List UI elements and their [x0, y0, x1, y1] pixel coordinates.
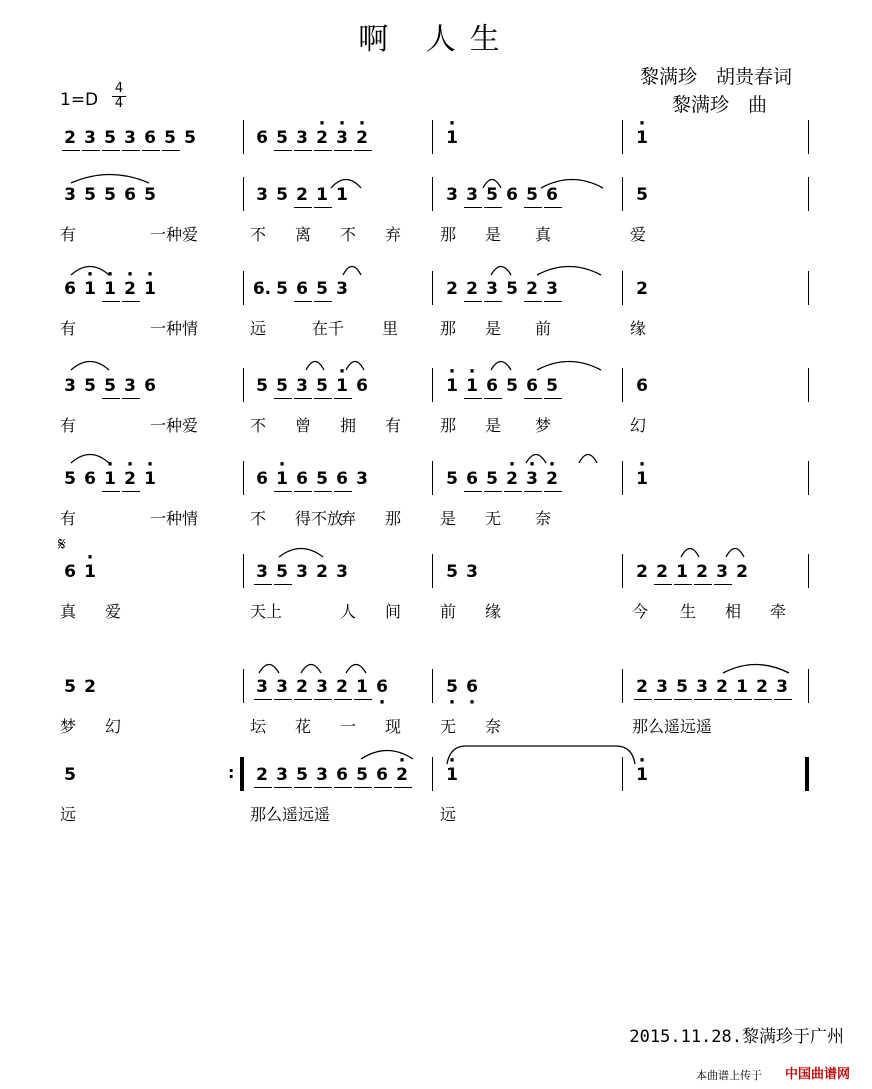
note: 5 — [312, 279, 332, 299]
song-title: 啊 人生 — [358, 22, 514, 57]
note: 5 — [312, 376, 332, 396]
note: 1 — [732, 677, 752, 697]
note: · 1 — [632, 128, 652, 148]
note: · 1 — [140, 469, 160, 489]
note: 3 — [252, 677, 272, 697]
slur-arc — [482, 175, 502, 189]
measure — [442, 765, 564, 799]
slur-arc — [540, 175, 604, 189]
note: · 2 — [312, 128, 332, 148]
note: 5 — [352, 765, 372, 785]
lyric-syllable: 幻 — [105, 717, 122, 736]
barline — [432, 669, 433, 703]
barline — [622, 120, 623, 154]
note: 3 — [652, 677, 672, 697]
measure — [442, 469, 562, 503]
note: 2 — [692, 562, 712, 582]
barline — [432, 271, 433, 305]
note: 1 — [672, 562, 692, 582]
note: 5 — [482, 185, 502, 205]
slur-arc — [278, 544, 324, 558]
note: 2 — [752, 677, 772, 697]
footer-date-note: 2015.11.28.黎满珍于广州 — [629, 1027, 844, 1047]
lyric-syllable: 是 — [485, 225, 502, 244]
note: 2 — [292, 185, 312, 205]
note: 2 — [522, 279, 542, 299]
lyric-syllable: 现 — [385, 717, 402, 736]
note: · 2 — [120, 279, 140, 299]
lyric-syllable: 那 — [440, 319, 457, 338]
note: 2 — [60, 128, 80, 148]
note: 6 — [292, 279, 312, 299]
barline — [808, 669, 809, 703]
measure — [632, 677, 792, 711]
note: · 1 — [140, 279, 160, 299]
barline — [808, 177, 809, 211]
measure — [632, 128, 754, 162]
slur-arc — [330, 175, 362, 189]
note: 3 — [312, 765, 332, 785]
note: 6 — [144, 376, 156, 396]
measure — [632, 765, 754, 799]
note: · 6 — [462, 677, 482, 697]
note: 5 — [272, 128, 292, 148]
note: · 2 — [392, 765, 412, 785]
lyric-syllable: 有 — [60, 319, 77, 338]
measure — [60, 765, 182, 799]
ending-slur — [446, 744, 636, 766]
slur-arc — [360, 746, 414, 760]
note: · 1 — [442, 376, 462, 396]
note: 3 — [292, 376, 312, 396]
note: 3 — [256, 185, 268, 205]
barline — [622, 461, 623, 495]
note: 3 — [64, 376, 76, 396]
lyric-syllable: 在千 — [312, 319, 345, 338]
note: 5 — [100, 128, 120, 148]
barline — [243, 177, 244, 211]
note: 1 — [352, 677, 372, 697]
note: 5 — [522, 185, 542, 205]
lyric-syllable: 今 — [632, 602, 649, 621]
measure — [632, 562, 752, 596]
lyric-syllable: 那 — [440, 416, 457, 435]
lyric-syllable: 那 — [440, 225, 457, 244]
barline — [243, 368, 244, 402]
lyric-syllable: 奈 — [485, 717, 502, 736]
lyric-syllable: 梦 — [60, 717, 77, 736]
lyric-syllable: 里 — [382, 319, 399, 338]
barline — [622, 177, 623, 211]
barline — [243, 669, 244, 703]
note: 6 — [506, 185, 518, 205]
lyric-syllable: 一种情 — [150, 509, 199, 528]
lyric-syllable: 间 — [385, 602, 402, 621]
lyric-syllable: 不 — [250, 416, 267, 435]
slur-arc — [70, 450, 110, 464]
measure — [60, 185, 160, 219]
lyric-syllable: 是 — [440, 509, 457, 528]
lyric-syllable: 得不放 — [295, 509, 344, 528]
barline — [622, 554, 623, 588]
slur-arc — [490, 357, 512, 371]
note: 3 — [712, 562, 732, 582]
lyric-syllable: 远 — [250, 319, 267, 338]
note: 5 — [506, 279, 518, 299]
key-signature: 1=D — [60, 90, 99, 110]
lyric-syllable: 无 — [485, 509, 502, 528]
slur-arc — [70, 170, 150, 184]
slur-arc — [722, 660, 790, 674]
note: 5 — [84, 185, 96, 205]
time-signature-top: 4 — [114, 81, 124, 96]
note: · 1 — [80, 562, 100, 582]
note: 3 — [692, 677, 712, 697]
footer-upload-note: 本曲谱上传于 — [696, 1069, 762, 1082]
repeat-dots: : — [228, 763, 235, 782]
note: 5 — [506, 376, 518, 396]
lyric-syllable: 有 — [385, 416, 402, 435]
lyric-syllable: 有 — [60, 225, 77, 244]
note: 6 — [542, 185, 562, 205]
note: 5 — [100, 376, 120, 396]
repeat-barline — [240, 757, 243, 791]
note: 2 — [712, 677, 732, 697]
note: 2 — [632, 677, 652, 697]
measure — [442, 562, 550, 596]
barline — [432, 757, 433, 791]
slur-arc — [342, 262, 362, 276]
lyric-syllable: 一种情 — [150, 319, 199, 338]
barline — [808, 120, 809, 154]
slur-arc — [70, 357, 110, 371]
measure — [632, 469, 754, 503]
barline — [622, 669, 623, 703]
note: 6 — [356, 376, 368, 396]
note: 6 — [462, 469, 482, 489]
lyric-syllable: 远 — [60, 805, 77, 824]
note: 3 — [64, 185, 76, 205]
note: 2 — [736, 562, 748, 582]
barline — [808, 757, 809, 791]
measure — [252, 677, 392, 711]
measure — [632, 185, 754, 219]
note: 3 — [462, 185, 482, 205]
note: 5 — [446, 562, 458, 582]
note: 2 — [252, 765, 272, 785]
measure — [442, 128, 564, 162]
barline — [432, 461, 433, 495]
note: 3 — [542, 279, 562, 299]
note: 5 — [104, 185, 116, 205]
lyric-syllable: 那么遥远遥 — [632, 717, 713, 736]
lyric-syllable: 生 — [680, 602, 697, 621]
note: 6 — [332, 765, 352, 785]
barline — [243, 271, 244, 305]
composer-credit: 黎满珍 曲 — [672, 94, 768, 116]
slur-arc — [258, 660, 280, 674]
measure — [252, 185, 352, 219]
note: 6 — [84, 469, 96, 489]
lyric-syllable: 不 — [340, 225, 357, 244]
lyric-syllable: 无 — [440, 717, 457, 736]
note: 2 — [652, 562, 672, 582]
note: 5 — [292, 765, 312, 785]
lyric-syllable: 那么遥远遥 — [250, 805, 331, 824]
measure — [252, 376, 372, 410]
lyric-syllable: 一种爱 — [150, 225, 199, 244]
note: 2 — [84, 677, 96, 697]
barline — [808, 461, 809, 495]
barline — [808, 368, 809, 402]
measure — [442, 677, 550, 711]
time-signature-bottom: 4 — [112, 96, 126, 111]
note: · 6 — [372, 677, 392, 697]
lyric-syllable: 缘 — [485, 602, 502, 621]
lyric-syllable: 不 — [250, 225, 267, 244]
lyric-syllable: 牵 — [770, 602, 787, 621]
note: 6 — [140, 128, 160, 148]
note: 6 — [332, 469, 352, 489]
slur-arc — [490, 262, 512, 276]
barline — [243, 120, 244, 154]
note: · 2 — [120, 469, 140, 489]
site-logo: 中国曲谱网 — [784, 1067, 850, 1082]
note: 2 — [332, 677, 352, 697]
measure — [442, 376, 562, 410]
note: 2 — [462, 279, 482, 299]
measure — [252, 765, 412, 799]
lyric-syllable: 离 — [295, 225, 312, 244]
lyric-syllable: 爱 — [105, 602, 122, 621]
lyric-syllable: 坛 — [250, 717, 267, 736]
note: 2 — [292, 677, 312, 697]
barline — [808, 554, 809, 588]
note: 5 — [64, 469, 76, 489]
lyric-syllable: 真 — [60, 602, 77, 621]
lyric-syllable: 一种爱 — [150, 416, 199, 435]
lyric-syllable: 真 — [535, 225, 552, 244]
note: 6 — [636, 376, 648, 396]
lyric-syllable: 一 — [340, 717, 357, 736]
measure — [60, 562, 168, 596]
note: 5 — [672, 677, 692, 697]
note: 3 — [772, 677, 792, 697]
barline — [432, 177, 433, 211]
note: 3 — [252, 562, 272, 582]
lyric-syllable: 天上 — [250, 602, 283, 621]
barline — [432, 368, 433, 402]
measure — [60, 376, 160, 410]
measure — [252, 469, 372, 503]
barline — [243, 554, 244, 588]
note: 3 — [272, 765, 292, 785]
note: 3 — [120, 376, 140, 396]
measure — [632, 279, 754, 313]
note: 5 — [64, 765, 76, 785]
note: 1 — [336, 185, 348, 205]
note: · 1 — [332, 376, 352, 396]
lyric-syllable: 花 — [295, 717, 312, 736]
note: 5 — [312, 469, 332, 489]
slur-arc — [345, 660, 367, 674]
measure — [252, 128, 372, 162]
note: 3 — [80, 128, 100, 148]
note: 5 — [84, 376, 96, 396]
note: · 1 — [632, 469, 652, 489]
note: 3 — [120, 128, 140, 148]
note: 3 — [446, 185, 458, 205]
slur-arc — [70, 262, 110, 276]
note: 5 — [272, 562, 292, 582]
note: 5 — [482, 469, 502, 489]
note: 5 — [160, 128, 180, 148]
note: · 1 — [632, 765, 652, 785]
time-signature — [112, 82, 126, 111]
lyric-syllable: 幻 — [630, 416, 647, 435]
note: 6 — [64, 562, 76, 582]
note: 6 — [482, 376, 502, 396]
lyric-syllable: 弃 — [340, 509, 357, 528]
note: · 2 — [542, 469, 562, 489]
note: 5 — [184, 128, 196, 148]
note: 5 — [446, 469, 458, 489]
lyric-syllable: 奈 — [535, 509, 552, 528]
final-barline — [805, 757, 808, 791]
note: 6 — [64, 279, 76, 299]
lyric-syllable: 有 — [60, 416, 77, 435]
note: 6 — [256, 469, 268, 489]
note: 5 — [256, 376, 268, 396]
note: 2 — [316, 562, 328, 582]
note: · 1 — [442, 765, 462, 785]
barline — [622, 368, 623, 402]
note: 6 — [292, 469, 312, 489]
note: 6 — [522, 376, 542, 396]
note: 6 — [124, 185, 136, 205]
note: 1 — [312, 185, 332, 205]
barline — [622, 271, 623, 305]
lyricist-credit: 黎满珍 胡贵春词 — [640, 66, 793, 88]
note: 2 — [636, 562, 648, 582]
note: 5 — [272, 376, 292, 396]
measure — [60, 128, 200, 162]
lyric-syllable: 远 — [440, 805, 457, 824]
lyric-syllable: 前 — [535, 319, 552, 338]
slur-arc — [725, 544, 745, 558]
note: 3 — [292, 128, 312, 148]
measure — [60, 469, 160, 503]
measure — [442, 279, 562, 313]
note: · 1 — [100, 469, 120, 489]
note: · 2 — [352, 128, 372, 148]
note: · 5 — [442, 677, 462, 697]
note: 5 — [144, 185, 156, 205]
barline — [243, 757, 244, 791]
slur-arc — [578, 450, 598, 464]
measure — [632, 376, 754, 410]
lyric-syllable: 那 — [385, 509, 402, 528]
lyric-syllable: 梦 — [535, 416, 552, 435]
lyric-syllable: 曾 — [295, 416, 312, 435]
barline — [808, 271, 809, 305]
note: 6 — [256, 128, 268, 148]
note: · 2 — [502, 469, 522, 489]
note: 3 — [296, 562, 308, 582]
note: · 1 — [100, 279, 120, 299]
note: 6 — [372, 765, 392, 785]
slur-arc — [680, 544, 700, 558]
lyric-syllable: 弃 — [385, 225, 402, 244]
lyric-syllable: 拥 — [340, 416, 357, 435]
note: 3 — [272, 677, 292, 697]
note: 5 — [276, 279, 288, 299]
lyric-syllable: 是 — [485, 319, 502, 338]
note: · 1 — [462, 376, 482, 396]
lyric-syllable: 有 — [60, 509, 77, 528]
note: 3 — [482, 279, 502, 299]
barline — [432, 554, 433, 588]
note: 6. — [252, 279, 272, 299]
note: 5 — [636, 185, 648, 205]
slur-arc — [536, 262, 602, 276]
lyric-syllable: 缘 — [630, 319, 647, 338]
lyric-syllable: 爱 — [630, 225, 647, 244]
note: 3 — [466, 562, 478, 582]
lyric-syllable: 人 — [340, 602, 357, 621]
slur-arc — [345, 357, 365, 371]
note: 2 — [636, 279, 648, 299]
lyric-syllable: 是 — [485, 416, 502, 435]
note: · 1 — [442, 128, 462, 148]
slur-arc — [300, 660, 322, 674]
measure — [60, 279, 160, 313]
segno-sign: 𝄋 — [58, 534, 66, 555]
note: 5 — [276, 185, 288, 205]
barline — [432, 120, 433, 154]
measure — [252, 279, 352, 313]
note: 3 — [356, 469, 368, 489]
slur-arc — [525, 450, 547, 464]
measure — [252, 562, 352, 596]
note: 3 — [312, 677, 332, 697]
note: 5 — [542, 376, 562, 396]
note: · 1 — [80, 279, 100, 299]
note: 2 — [446, 279, 458, 299]
measure — [60, 677, 168, 711]
note: 5 — [64, 677, 76, 697]
note: · 1 — [272, 469, 292, 489]
lyric-syllable: 相 — [725, 602, 742, 621]
note: 3 — [336, 279, 348, 299]
lyric-syllable: 不 — [250, 509, 267, 528]
note: · 3 — [332, 128, 352, 148]
note: · 3 — [522, 469, 542, 489]
slur-arc — [536, 357, 602, 371]
slur-arc — [305, 357, 325, 371]
note: 3 — [336, 562, 348, 582]
lyric-syllable: 前 — [440, 602, 457, 621]
measure — [442, 185, 562, 219]
barline — [243, 461, 244, 495]
